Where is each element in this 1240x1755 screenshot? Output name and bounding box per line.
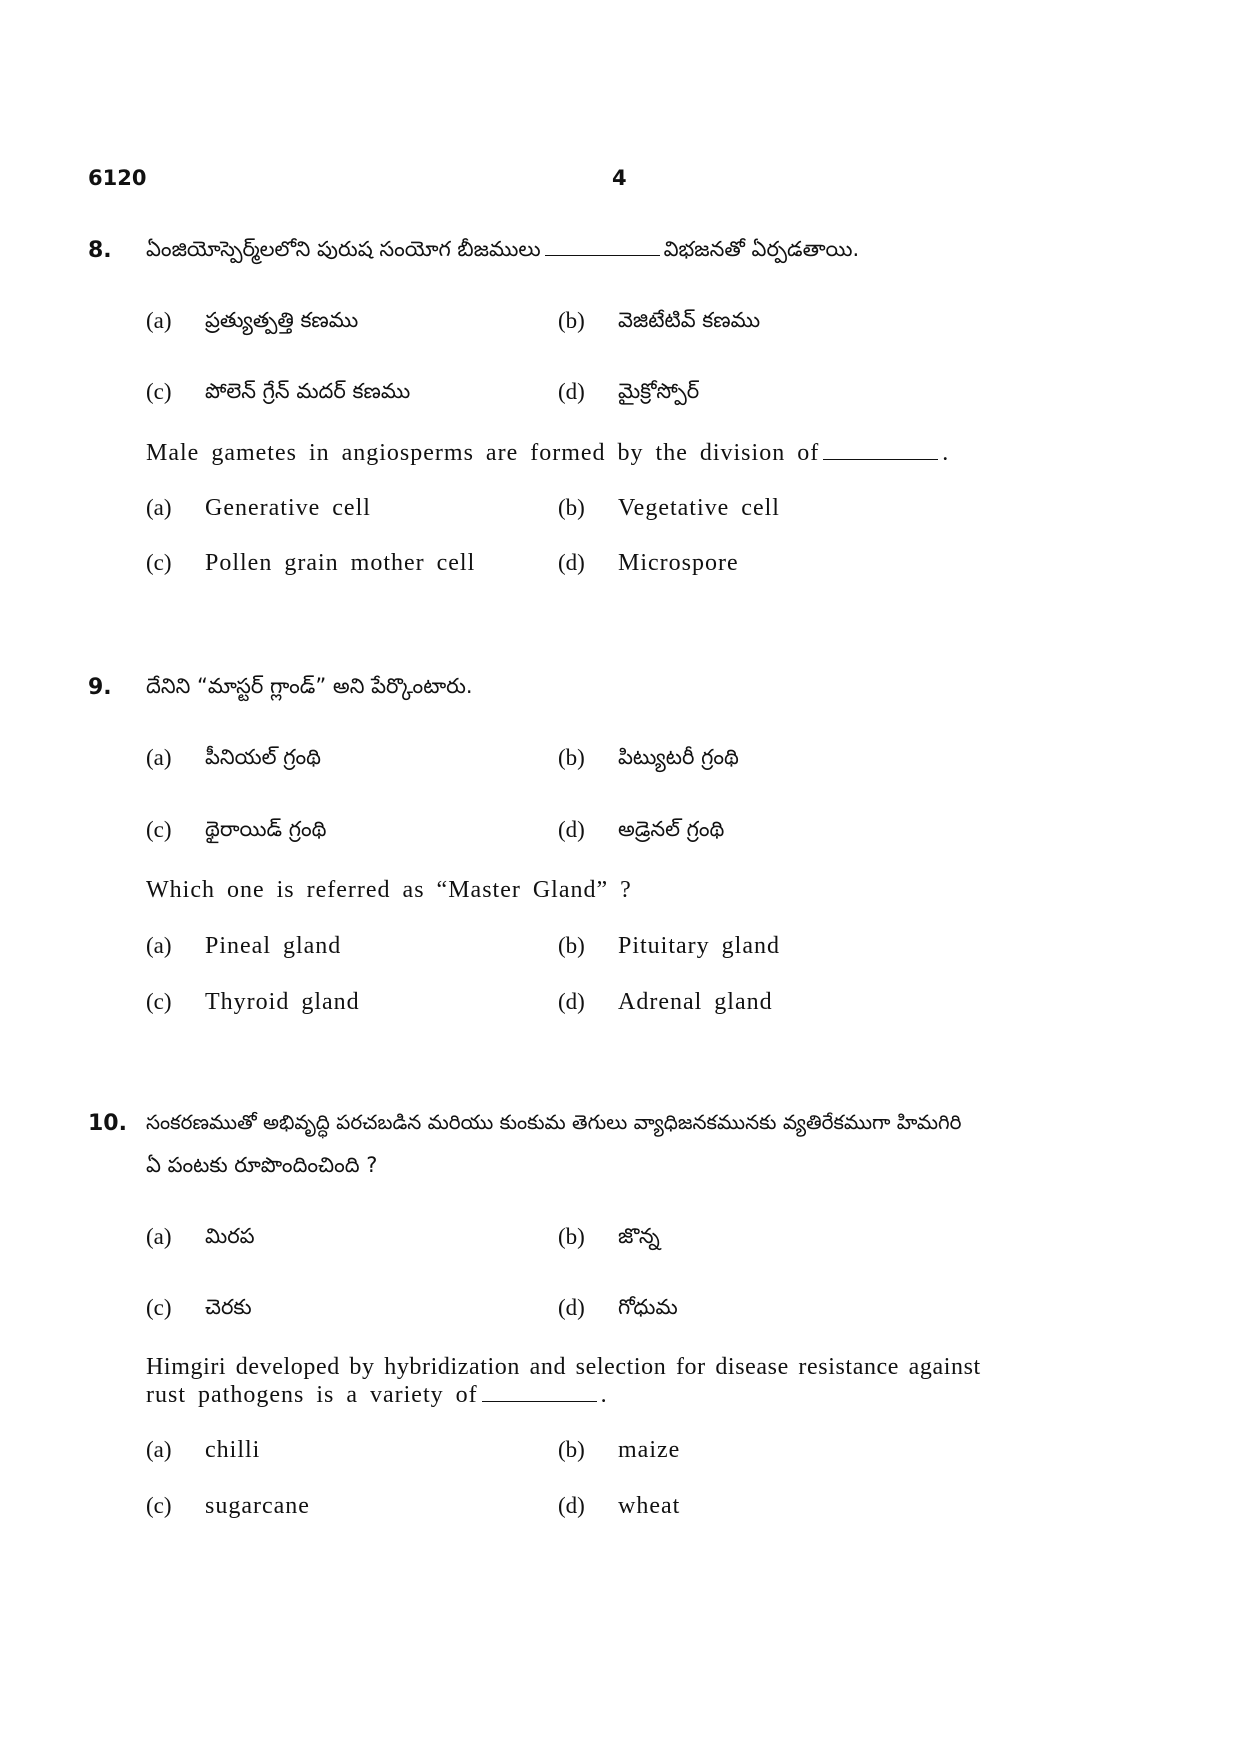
option-label: (a)	[146, 1224, 172, 1249]
option-text-telugu: గోధుమ	[618, 1295, 678, 1319]
option-label: (d)	[558, 1295, 585, 1320]
question-text-part: .	[600, 1382, 608, 1408]
option-text-telugu: మైక్రోస్పోర్	[618, 379, 700, 403]
option-label: (c)	[146, 550, 172, 575]
option-text-english: sugarcane	[205, 1493, 310, 1519]
option-text-english: Adrenal gland	[618, 989, 773, 1015]
option-label: (b)	[558, 1437, 585, 1462]
question-number: 9.	[88, 675, 112, 700]
option-label: (c)	[146, 989, 172, 1014]
option-label: (d)	[558, 817, 585, 842]
paper-code: 6120	[88, 166, 147, 190]
question-text-telugu-line2: ఏ పంటకు రూపొందించింది ?	[146, 1153, 378, 1177]
option-text-english: Vegetative cell	[618, 495, 780, 521]
question-text-telugu	[146, 237, 859, 267]
option-label: (a)	[146, 745, 172, 770]
question-text-telugu: దేనిని “మాస్టర్ గ్లాండ్” అని పేర్కొంటారు.	[146, 674, 473, 698]
question-text-part: ఏంజియోస్పెర్మ్‌లలోని పురుష సంయోగ బీజములు	[146, 237, 541, 261]
question-number: 8.	[88, 238, 112, 263]
question-text-english	[146, 440, 949, 467]
option-text-english: Pituitary gland	[618, 933, 780, 959]
option-text-english: Thyroid gland	[205, 989, 360, 1015]
answer-blank	[545, 254, 660, 256]
option-label: (a)	[146, 933, 172, 958]
option-label: (c)	[146, 379, 172, 404]
option-label: (a)	[146, 308, 172, 333]
page-number: 4	[612, 166, 627, 190]
option-label: (c)	[146, 1493, 172, 1518]
option-text-english: Generative cell	[205, 495, 371, 521]
option-text-english: Pollen grain mother cell	[205, 550, 476, 576]
option-text-telugu: ప్రత్యుత్పత్తి కణము	[205, 308, 359, 332]
option-text-english: Microspore	[618, 550, 739, 576]
option-label: (d)	[558, 379, 585, 404]
question-text-part: Male gametes in angiosperms are formed by the division of	[146, 440, 820, 466]
option-label: (a)	[146, 1437, 172, 1462]
option-label: (b)	[558, 1224, 585, 1249]
option-label: (b)	[558, 308, 585, 333]
answer-blank	[823, 458, 938, 460]
question-text-part: rust pathogens is a variety of	[146, 1382, 478, 1408]
question-text-english-line2	[146, 1382, 608, 1409]
option-text-english: wheat	[618, 1493, 681, 1519]
option-label: (b)	[558, 933, 585, 958]
option-text-telugu: పోలెన్ గ్రేన్ మదర్ కణము	[205, 379, 411, 403]
answer-blank	[482, 1400, 597, 1402]
option-label: (b)	[558, 745, 585, 770]
question-text-telugu-line1: సంకరణముతో అభివృద్ధి పరచబడిన మరియు కుంకుమ తెగులు వ్యాధిజనకమునకు వ్యతిరేకముగా హిమగిరి	[146, 1110, 962, 1134]
option-text-telugu: పీనియల్ గ్రంథి	[205, 745, 321, 769]
option-label: (d)	[558, 1493, 585, 1518]
option-text-telugu: మిరప	[205, 1224, 255, 1248]
question-text-english: Which one is referred as “Master Gland” ?	[146, 877, 632, 903]
option-label: (d)	[558, 989, 585, 1014]
question-text-part: .	[942, 440, 950, 466]
option-text-english: chilli	[205, 1437, 261, 1463]
option-text-english: Pineal gland	[205, 933, 342, 959]
option-label: (d)	[558, 550, 585, 575]
option-text-telugu: థైరాయిడ్ గ్రంథి	[205, 817, 327, 841]
option-label: (a)	[146, 495, 172, 520]
question-text-english-line1: Himgiri developed by hybridization and selection for disease resistance against	[146, 1354, 981, 1380]
option-label: (c)	[146, 817, 172, 842]
option-text-english: maize	[618, 1437, 681, 1463]
option-text-telugu: పిట్యుటరీ గ్రంథి	[618, 745, 739, 769]
question-text-part: విభజనతో ఏర్పడతాయి.	[663, 237, 860, 261]
question-number: 10.	[88, 1111, 127, 1136]
option-text-telugu: జొన్న	[618, 1224, 660, 1248]
option-label: (c)	[146, 1295, 172, 1320]
option-text-telugu: అడ్రెనల్ గ్రంథి	[618, 817, 725, 841]
option-text-telugu: వెజిటేటివ్ కణము	[618, 308, 761, 332]
option-text-telugu: చెరకు	[205, 1295, 252, 1319]
option-label: (b)	[558, 495, 585, 520]
